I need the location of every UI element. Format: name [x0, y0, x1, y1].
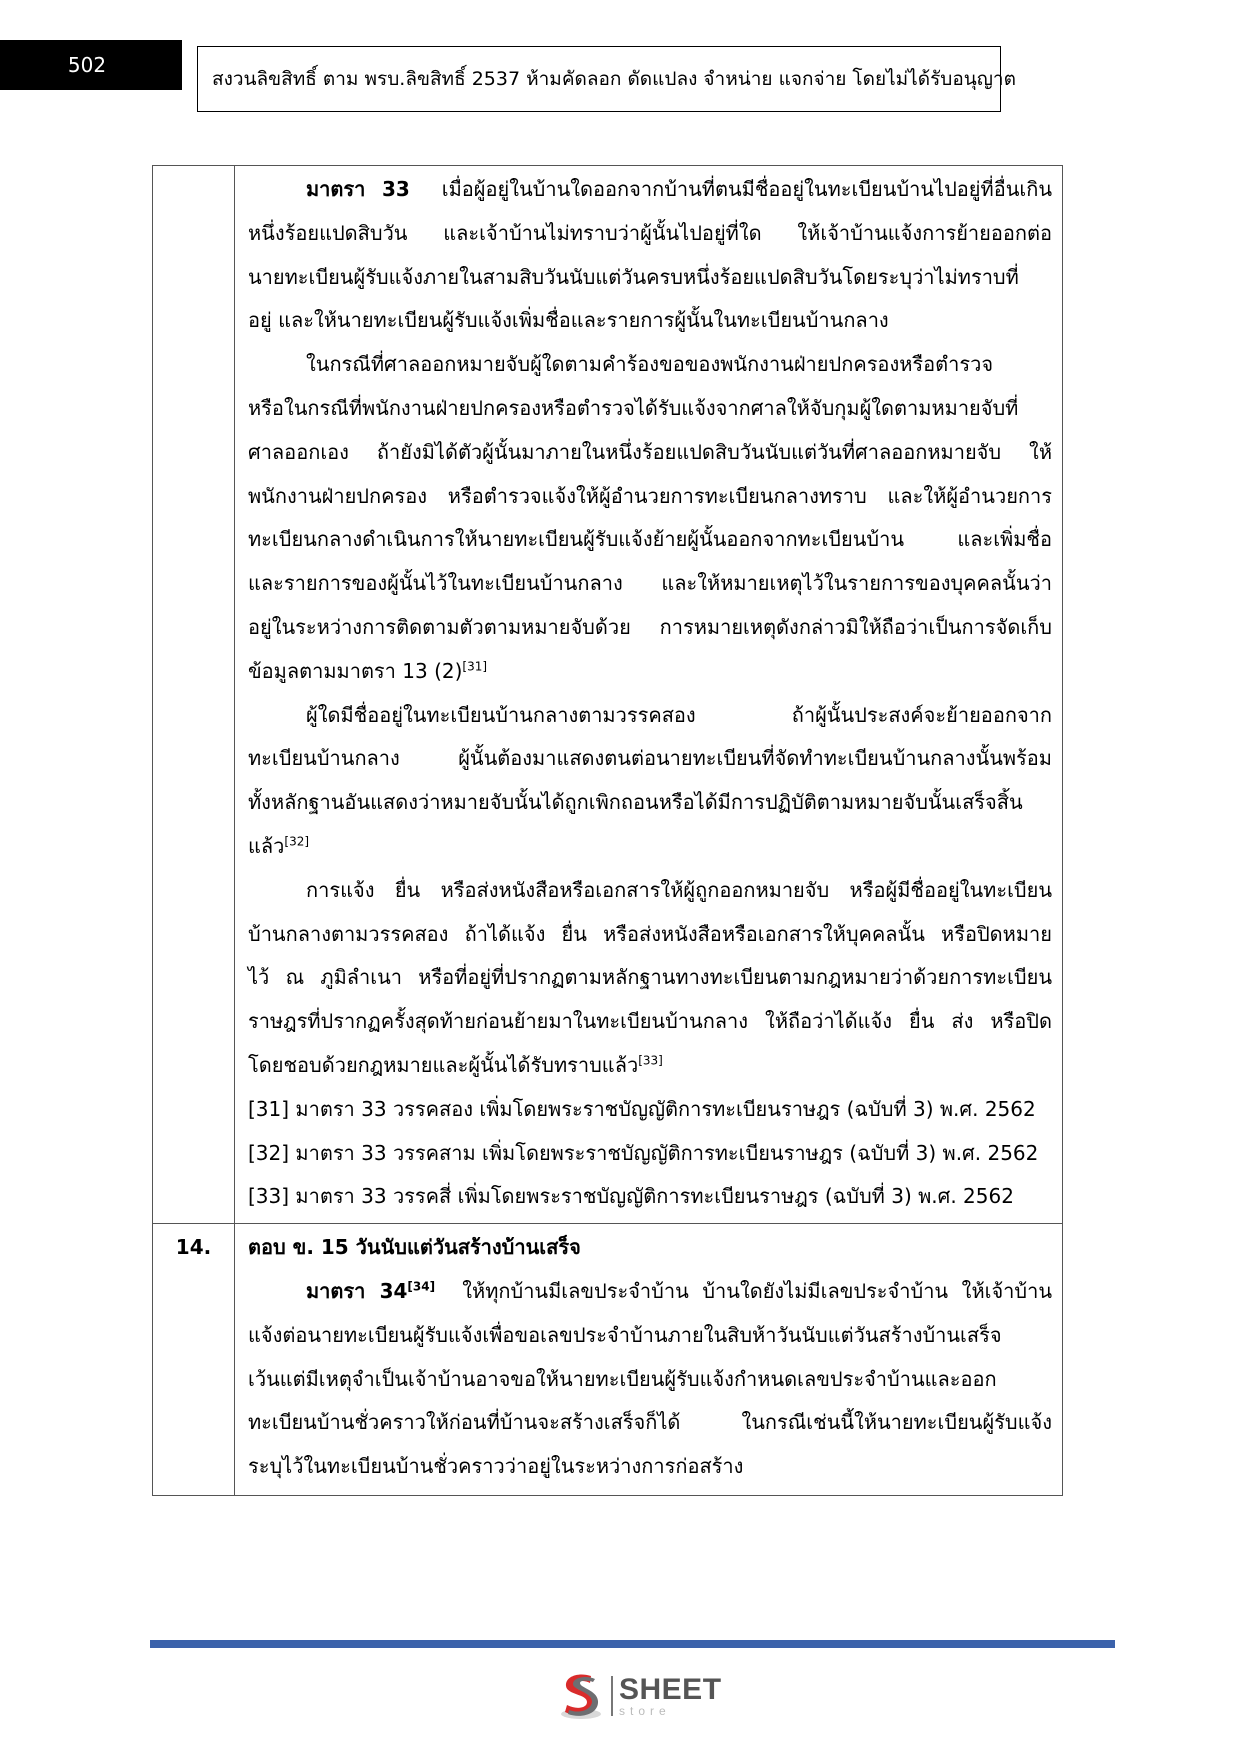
paragraph-line: ทั้งหลักฐานอันแสดงว่าหมายจับนั้นได้ถูกเพิกถอนหรือได้มีการปฏิบัติตามหมายจับนั้นเสร็จสิ้น — [248, 790, 1023, 815]
paragraph-line: ในกรณีที่ศาลออกหมายจับผู้ใดตามคำร้องขอของพนักงานฝ่ายปกครองหรือตำรวจ — [306, 352, 994, 377]
paragraph-line: ศาลออกเอง ถ้ายังมิได้ตัวผู้นั้นมาภายในหนึ่งร้อยแปดสิบวันนับแต่วันที่ศาลออกหมายจับ ให้ — [248, 439, 1052, 464]
paragraph-line: ราษฎรที่ปรากฏครั้งสุดท้ายก่อนย้ายมาในทะเบียนบ้านกลาง ให้ถือว่าได้แจ้ง ยื่น ส่ง หรือปิด — [248, 1009, 1052, 1034]
section-title: มาตรา 34 — [306, 1278, 408, 1303]
paragraph-line: พนักงานฝ่ายปกครอง หรือตำรวจแจ้งให้ผู้อำนวยการทะเบียนกลางทราบ และให้ผู้อำนวยการ — [248, 483, 1052, 508]
page-number: 502 — [0, 40, 182, 90]
text-fragment: แล้ว — [248, 833, 285, 858]
text-fragment: ข้อมูลตามมาตรา 13 (2) — [248, 658, 463, 683]
paragraph-line — [248, 825, 1052, 869]
answer-heading: ตอบ ข. 15 วันนับแต่วันสร้างบ้านเสร็จ — [248, 1235, 581, 1260]
footer-divider-bar — [150, 1640, 1115, 1648]
paragraph-line: ระบุไว้ในทะเบียนบ้านชั่วคราวว่าอยู่ในระหว่างการก่อสร้าง — [248, 1454, 744, 1479]
footnote-ref: [31] — [462, 659, 488, 674]
paragraph-line: และรายการของผู้นั้นไว้ในทะเบียนบ้านกลาง และให้หมายเหตุไว้ในรายการของบุคคลนั้นว่า — [248, 571, 1052, 596]
paragraph-line: นายทะเบียนผู้รับแจ้งภายในสามสิบวันนับแต่วันครบหนึ่งร้อยแปดสิบวันโดยระบุว่าไม่ทราบที่ — [248, 264, 1019, 289]
answer-table — [152, 165, 1063, 1496]
copyright-notice: สงวนลิขสิทธิ์ ตาม พรบ.ลิขสิทธิ์ 2537 ห้ามคัดลอก ดัดแปลง จำหน่าย แจกจ่าย โดยไม่ได้รับอนุญาต — [197, 46, 1001, 112]
question-number-cell: 14. — [153, 1224, 235, 1496]
text-fragment: โดยชอบด้วยกฎหมายและผู้นั้นได้รับทราบแล้ว — [248, 1052, 639, 1077]
table-row — [153, 166, 1063, 1224]
paragraph-line: แจ้งต่อนายทะเบียนผู้รับแจ้งเพื่อขอเลขประจำบ้านภายในสิบห้าวันนับแต่วันสร้างบ้านเสร็จ — [248, 1322, 1002, 1347]
sheet-store-logo — [557, 1670, 737, 1722]
section-33-para-1-line — [248, 168, 1052, 212]
sheet-store-s-logo-icon — [557, 1670, 605, 1722]
footnote-ref: [33] — [638, 1053, 663, 1068]
paragraph-line — [248, 650, 1052, 694]
paragraph-line: ผู้ใดมีชื่ออยู่ในทะเบียนบ้านกลางตามวรรคสอง ถ้าผู้นั้นประสงค์จะย้ายออกจาก — [306, 702, 1052, 727]
paragraph-line: การแจ้ง ยื่น หรือส่งหนังสือหรือเอกสารให้ผู้ถูกออกหมายจับ หรือผู้มีชื่ออยู่ในทะเบียน — [306, 877, 1052, 902]
question-number-cell — [153, 166, 235, 1224]
paragraph-line: ทะเบียนบ้านชั่วคราวให้ก่อนที่บ้านจะสร้างเสร็จก็ได้ ในกรณีเช่นนี้ให้นายทะเบียนผู้รับแจ้ง — [248, 1410, 1052, 1435]
logo-wordmark — [619, 1675, 722, 1717]
section-34-para-line — [248, 1270, 1052, 1314]
paragraph-line — [248, 1044, 1052, 1088]
table-row — [153, 1224, 1063, 1496]
footnote-32: [32] มาตรา 33 วรรคสาม เพิ่มโดยพระราชบัญญัติการทะเบียนราษฎร (ฉบับที่ 3) พ.ศ. 2562 — [248, 1140, 1039, 1165]
logo-main-text: SHEET — [619, 1673, 722, 1706]
paragraph-line: หรือในกรณีที่พนักงานฝ่ายปกครองหรือตำรวจได้รับแจ้งจากศาลให้จับกุมผู้ใดตามหมายจับที่ — [248, 395, 1019, 420]
footnote-ref: [34] — [407, 1279, 436, 1294]
logo-divider — [611, 1676, 613, 1716]
paragraph-line: อยู่ในระหว่างการติดตามตัวตามหมายจับด้วย การหมายเหตุดังกล่าวมิให้ถือว่าเป็นการจัดเก็บ — [248, 614, 1052, 639]
text-fragment: เมื่อผู้อยู่ในบ้านใดออกจากบ้านที่ตนมีชื่ออยู่ในทะเบียนบ้านไปอยู่ที่อื่นเกิน — [441, 177, 1053, 201]
answer-text-cell — [235, 1224, 1063, 1496]
footnote-31: [31] มาตรา 33 วรรคสอง เพิ่มโดยพระราชบัญญัติการทะเบียนราษฎร (ฉบับที่ 3) พ.ศ. 2562 — [248, 1096, 1036, 1121]
paragraph-line: ทะเบียนกลางดำเนินการให้นายทะเบียนผู้รับแจ้งย้ายผู้นั้นออกจากทะเบียนบ้าน และเพิ่มชื่อ — [248, 527, 1052, 552]
paragraph-line: หนึ่งร้อยแปดสิบวัน และเจ้าบ้านไม่ทราบว่าผู้นั้นไปอยู่ที่ใด ให้เจ้าบ้านแจ้งการย้ายออกต่อ — [248, 220, 1052, 245]
logo-sub-text: store — [619, 1704, 671, 1718]
paragraph-line: อยู่ และให้นายทะเบียนผู้รับแจ้งเพิ่มชื่อและรายการผู้นั้นในทะเบียนบ้านกลาง — [248, 308, 889, 333]
paragraph-line: ทะเบียนบ้านกลาง ผู้นั้นต้องมาแสดงตนต่อนายทะเบียนที่จัดทำทะเบียนบ้านกลางนั้นพร้อม — [248, 746, 1052, 771]
text-fragment: ให้ทุกบ้านมีเลขประจำบ้าน บ้านใดยังไม่มีเลขประจำบ้าน ให้เจ้าบ้าน — [462, 1278, 1053, 1303]
paragraph-line: เว้นแต่มีเหตุจำเป็นเจ้าบ้านอาจขอให้นายทะเบียนผู้รับแจ้งกำหนดเลขประจำบ้านและออก — [248, 1366, 997, 1391]
answer-text-cell — [235, 166, 1063, 1224]
paragraph-line: บ้านกลางตามวรรคสอง ถ้าได้แจ้ง ยื่น หรือส่งหนังสือหรือเอกสารให้บุคคลนั้น หรือปิดหมาย — [248, 921, 1052, 946]
footnote-ref: [32] — [284, 834, 310, 849]
section-title: มาตรา 33 — [306, 177, 410, 201]
paragraph-line: ไว้ ณ ภูมิลำเนา หรือที่อยู่ที่ปรากฏตามหลักฐานทางทะเบียนตามกฎหมายว่าด้วยการทะเบียน — [248, 965, 1052, 990]
footnote-33: [33] มาตรา 33 วรรคสี่ เพิ่มโดยพระราชบัญญัติการทะเบียนราษฎร (ฉบับที่ 3) พ.ศ. 2562 — [248, 1184, 1014, 1209]
